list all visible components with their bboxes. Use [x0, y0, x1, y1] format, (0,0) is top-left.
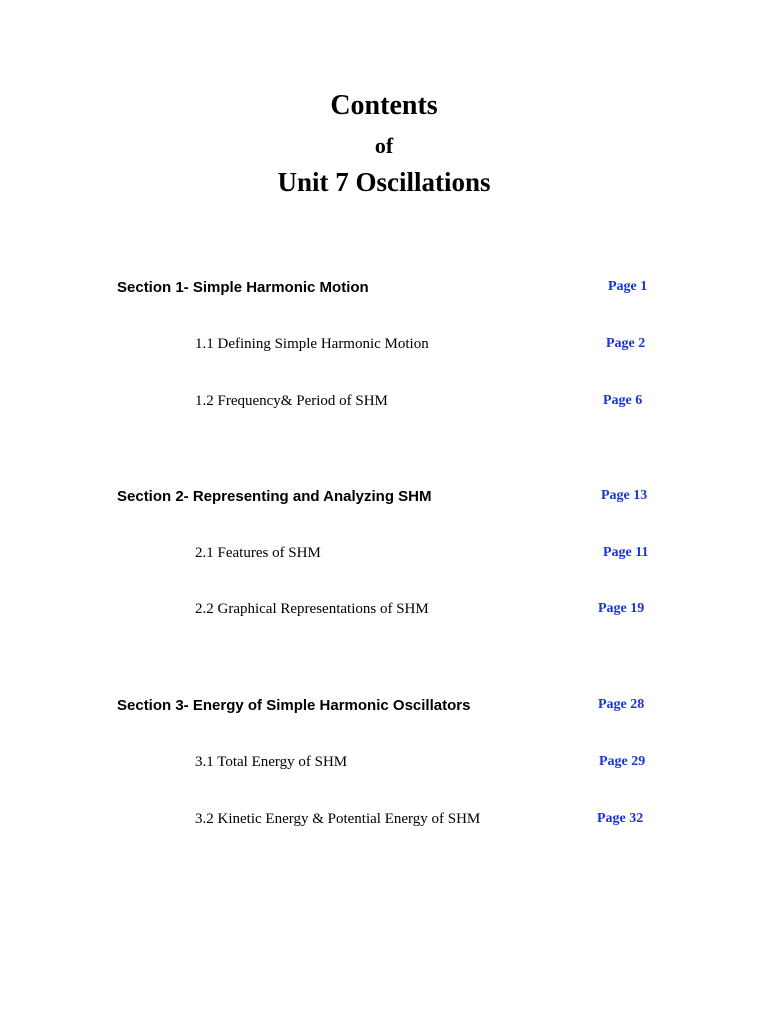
subsection-title: 1.1 Defining Simple Harmonic Motion — [195, 336, 429, 352]
page-link[interactable]: Page 6 — [603, 393, 643, 408]
page-link[interactable]: Page 1 — [608, 279, 648, 294]
subsection-title: 2.2 Graphical Representations of SHM — [195, 601, 429, 617]
subsection-row — [0, 601, 768, 625]
page-link[interactable]: Page 28 — [598, 697, 645, 712]
section-title: Section 2- Representing and Analyzing SHM — [117, 488, 432, 505]
unit-title: Unit 7 Oscillations — [277, 167, 491, 197]
section-title: Section 1- Simple Harmonic Motion — [117, 279, 369, 296]
subsection-title: 1.2 Frequency& Period of SHM — [195, 393, 388, 409]
subsection-row — [0, 336, 768, 360]
section-row — [0, 697, 768, 721]
title-of: of — [374, 133, 394, 158]
page-link[interactable]: Page 2 — [606, 336, 646, 351]
page-link[interactable]: Page 32 — [597, 811, 644, 826]
section-row — [0, 488, 768, 512]
subsection-row — [0, 545, 768, 569]
subsection-row — [0, 754, 768, 778]
contents-title: Contents — [330, 90, 438, 121]
page-link[interactable]: Page 29 — [599, 754, 646, 769]
subsection-row — [0, 393, 768, 417]
subsection-row — [0, 811, 768, 835]
page-link[interactable]: Page 11 — [603, 545, 649, 560]
page-link[interactable]: Page 19 — [598, 601, 645, 616]
subsection-title: 3.2 Kinetic Energy & Potential Energy of SHM — [195, 811, 481, 827]
subsection-title: 2.1 Features of SHM — [195, 545, 321, 561]
subsection-title: 3.1 Total Energy of SHM — [195, 754, 348, 770]
section-title: Section 3- Energy of Simple Harmonic Oscillators — [117, 697, 471, 714]
section-row — [0, 279, 768, 303]
page-link[interactable]: Page 13 — [601, 488, 648, 503]
